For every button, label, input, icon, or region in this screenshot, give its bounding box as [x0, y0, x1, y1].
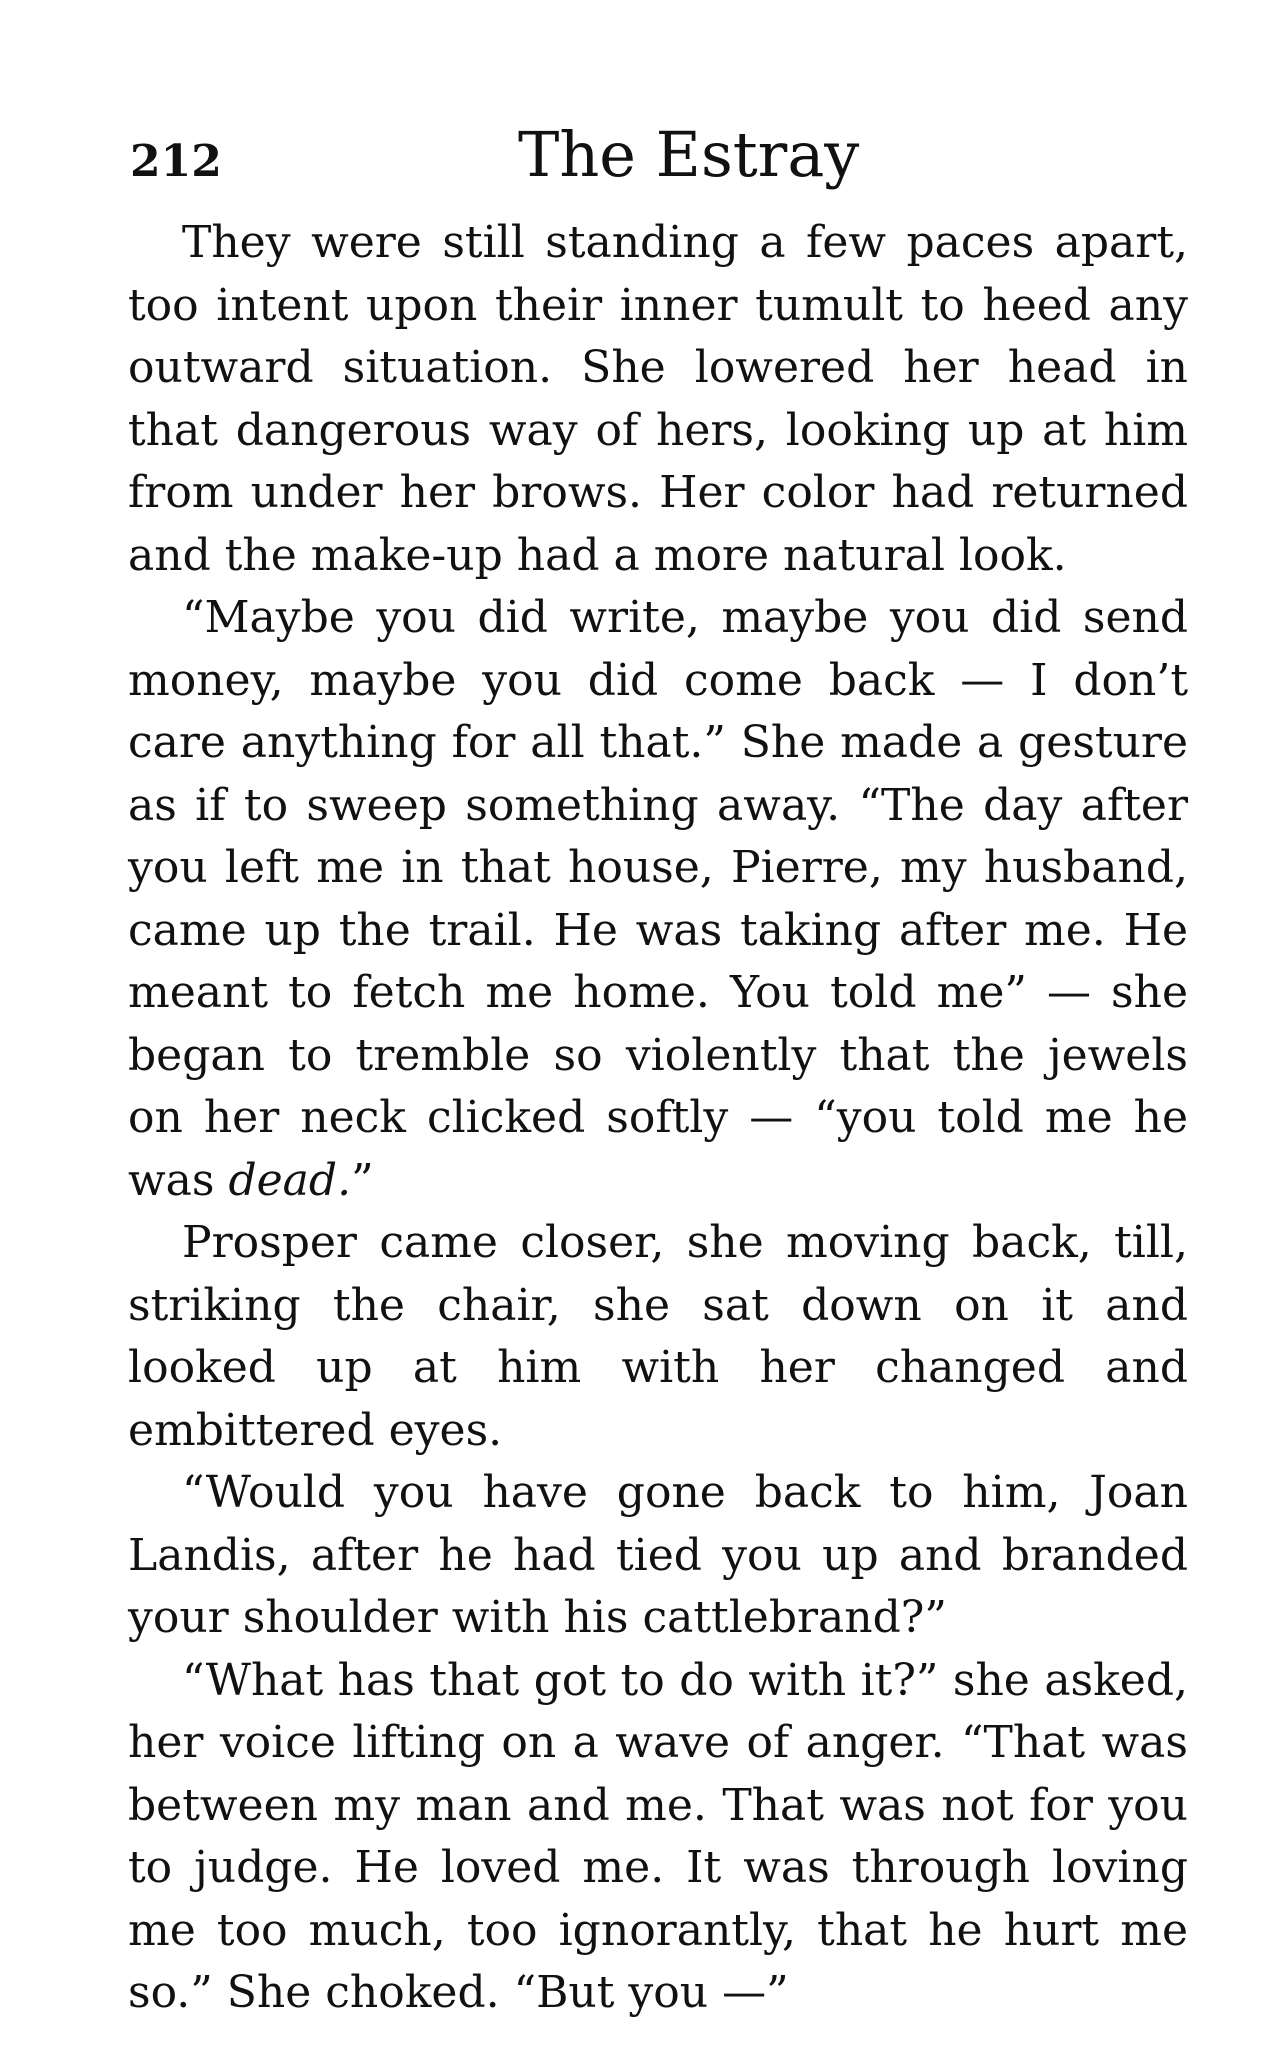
paragraph: “Would you have gone back to him, Joan Landis, after he had tied you up and branded your shoulder with his cattlebrand?” — [128, 1467, 1188, 1643]
paragraph: They were still standing a few paces apart, too intent upon their inner tumult to heed any outward situation. She lowered her head in that dangerous way of hers, looking up at him from under her brows. Her color had returned and the make-up had a more natural look. — [128, 217, 1188, 581]
paragraph — [128, 587, 1188, 1212]
running-title: The Estray — [518, 118, 860, 191]
page-number: 212 — [130, 136, 222, 187]
closing-quote: ” — [351, 1154, 374, 1206]
page-header — [130, 118, 1190, 198]
paragraph: Prosper came closer, she moving back, till, striking the chair, she sat down on it and looked up at him with her changed and embittered eyes. — [128, 1217, 1188, 1456]
paragraph-text: “Maybe you did write, maybe you did send money, maybe you did come back — I don’t care anything for all that.” She made a gesture as if to sweep something away. “The day after you left me in that house, Pierre, my husband, came up the trail. He was taking after me. He meant to fetch me home. You told me” — she began to tremble so violently that the jewels on her neck clicked softly — “you told me he was — [128, 592, 1188, 1206]
emphasized-word: dead. — [228, 1154, 352, 1206]
paragraph: “What has that got to do with it?” she asked, her voice lifting on a wave of anger. “That was between my man and me. That was not for you to judge. He loved me. It was through loving me too much, too ignorantly, that he hurt me so.” She choked. “But you —” — [128, 1654, 1188, 2018]
body-text — [128, 212, 1188, 2025]
